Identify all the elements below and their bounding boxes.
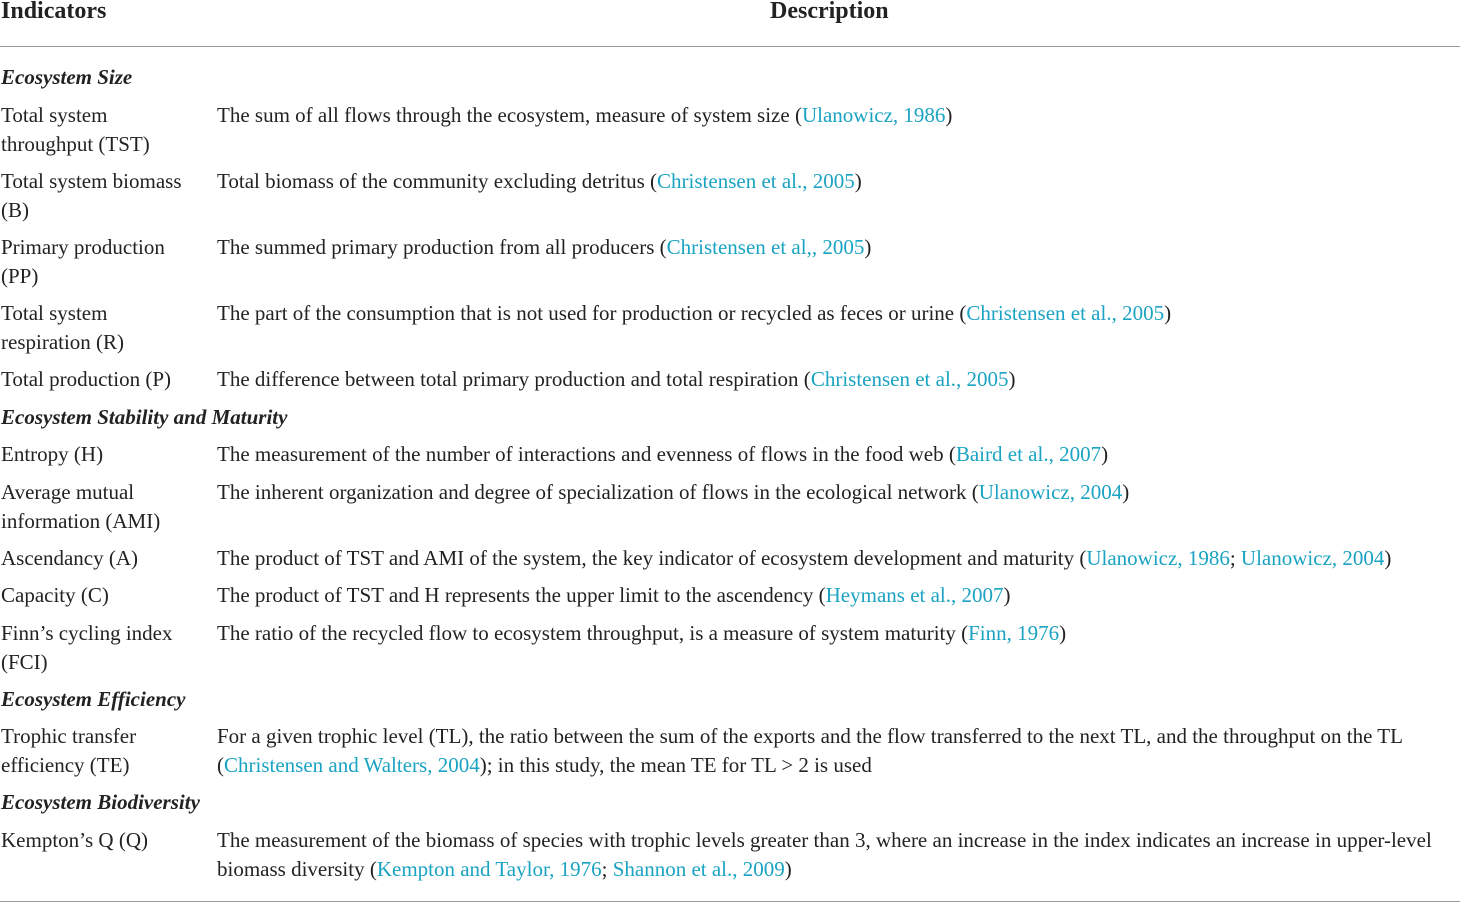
description-cell bbox=[217, 299, 1457, 328]
description-text: ) bbox=[1164, 301, 1172, 325]
table-bottom-rule bbox=[0, 901, 1460, 902]
description-text: For a given trophic level (TL), the ratio between the sum of the exports and the flow transferred to the next TL, and the throughput on the TL ( bbox=[217, 724, 1403, 777]
citation-link[interactable]: Christensen et al., 2005 bbox=[657, 169, 855, 193]
description-text: The sum of all flows through the ecosystem, measure of system size ( bbox=[217, 103, 802, 127]
description-text: The ratio of the recycled flow to ecosystem throughput, is a measure of system maturity ( bbox=[217, 621, 969, 645]
citation-link[interactable]: Ulanowicz, 1986 bbox=[801, 103, 946, 127]
indicator-cell: Trophic transfer efficiency (TE) bbox=[1, 724, 137, 777]
description-text: ; bbox=[601, 857, 613, 881]
citation-link[interactable]: Christensen et al., 2005 bbox=[810, 367, 1009, 391]
citation-link[interactable]: Ulanowicz, 2004 bbox=[1240, 546, 1385, 570]
citation-link[interactable]: Ulanowicz, 1986 bbox=[1086, 546, 1230, 570]
description-text: The inherent organization and degree of specialization of flows in the ecological network ( bbox=[217, 480, 979, 504]
description-cell bbox=[217, 581, 1457, 610]
indicator-cell: Primary production (PP) bbox=[1, 235, 165, 288]
indicator-cell: Kempton’s Q (Q) bbox=[1, 828, 148, 852]
description-text: ; bbox=[1229, 546, 1241, 570]
citation-link[interactable]: Christensen et al., 2005 bbox=[966, 301, 1165, 325]
indicator-cell: Total production (P) bbox=[1, 367, 171, 391]
citation-link[interactable]: Kempton and Taylor, 1976 bbox=[376, 857, 602, 881]
description-text: The summed primary production from all producers ( bbox=[217, 235, 667, 259]
description-cell bbox=[217, 365, 1457, 394]
description-cell bbox=[217, 826, 1457, 884]
citation-link[interactable]: Heymans et al., 2007 bbox=[825, 583, 1004, 607]
indicator-cell: Total system biomass (B) bbox=[1, 169, 182, 222]
citation-link[interactable]: Baird et al., 2007 bbox=[955, 442, 1102, 466]
description-cell bbox=[217, 722, 1457, 780]
description-cell bbox=[217, 440, 1457, 469]
section-ecosystem-size: Ecosystem Size bbox=[1, 65, 133, 89]
description-column-header: Description bbox=[770, 0, 889, 24]
description-text: ) bbox=[784, 857, 792, 881]
description-cell bbox=[217, 167, 1457, 196]
description-cell bbox=[217, 101, 1457, 130]
description-text: ) bbox=[854, 169, 862, 193]
indicator-cell: Finn’s cycling index (FCI) bbox=[1, 621, 173, 674]
indicator-cell: Entropy (H) bbox=[1, 442, 104, 466]
description-text: ) bbox=[1059, 621, 1067, 645]
citation-link[interactable]: Finn, 1976 bbox=[968, 621, 1060, 645]
description-text: The product of TST and H represents the upper limit to the ascendency ( bbox=[217, 583, 826, 607]
citation-link[interactable]: Christensen et al,, 2005 bbox=[666, 235, 865, 259]
indicator-cell: Average mutual information (AMI) bbox=[1, 480, 161, 533]
description-cell bbox=[217, 544, 1457, 573]
description-text: Total biomass of the community excluding detritus ( bbox=[217, 169, 658, 193]
section-efficiency: Ecosystem Efficiency bbox=[1, 687, 186, 711]
table-header bbox=[0, 0, 1460, 47]
description-text: ) bbox=[1384, 546, 1392, 570]
description-text: ) bbox=[1008, 367, 1016, 391]
indicator-cell: Total system throughput (TST) bbox=[1, 103, 150, 156]
section-stability-maturity: Ecosystem Stability and Maturity bbox=[1, 405, 288, 429]
citation-link[interactable]: Ulanowicz, 2004 bbox=[978, 480, 1123, 504]
description-cell bbox=[217, 619, 1457, 648]
description-text: ) bbox=[1122, 480, 1130, 504]
indicators-column-header: Indicators bbox=[1, 0, 107, 24]
description-text: The measurement of the number of interactions and evenness of flows in the food web ( bbox=[217, 442, 956, 466]
description-cell bbox=[217, 478, 1457, 507]
indicator-cell: Ascendancy (A) bbox=[1, 546, 139, 570]
description-text: ) bbox=[1003, 583, 1011, 607]
indicator-cell: Total system respiration (R) bbox=[1, 301, 125, 354]
description-text: ) bbox=[945, 103, 953, 127]
description-text: The measurement of the biomass of species with trophic levels greater than 3, where an increase in the index indicates an increase in upper-level biomass diversity ( bbox=[217, 828, 1432, 881]
citation-link[interactable]: Shannon et al., 2009 bbox=[612, 857, 785, 881]
citation-link[interactable]: Christensen and Walters, 2004 bbox=[224, 753, 480, 777]
description-cell bbox=[217, 233, 1457, 262]
description-text: ); in this study, the mean TE for TL > 2 is used bbox=[479, 753, 872, 777]
description-text: The product of TST and AMI of the system, the key indicator of ecosystem development and maturity ( bbox=[217, 546, 1087, 570]
description-text: ) bbox=[1101, 442, 1109, 466]
indicator-cell: Capacity (C) bbox=[1, 583, 109, 607]
description-text: The part of the consumption that is not used for production or recycled as feces or urine ( bbox=[217, 301, 967, 325]
description-text: ) bbox=[864, 235, 872, 259]
description-text: The difference between total primary production and total respiration ( bbox=[217, 367, 811, 391]
section-biodiversity: Ecosystem Biodiversity bbox=[1, 790, 200, 814]
